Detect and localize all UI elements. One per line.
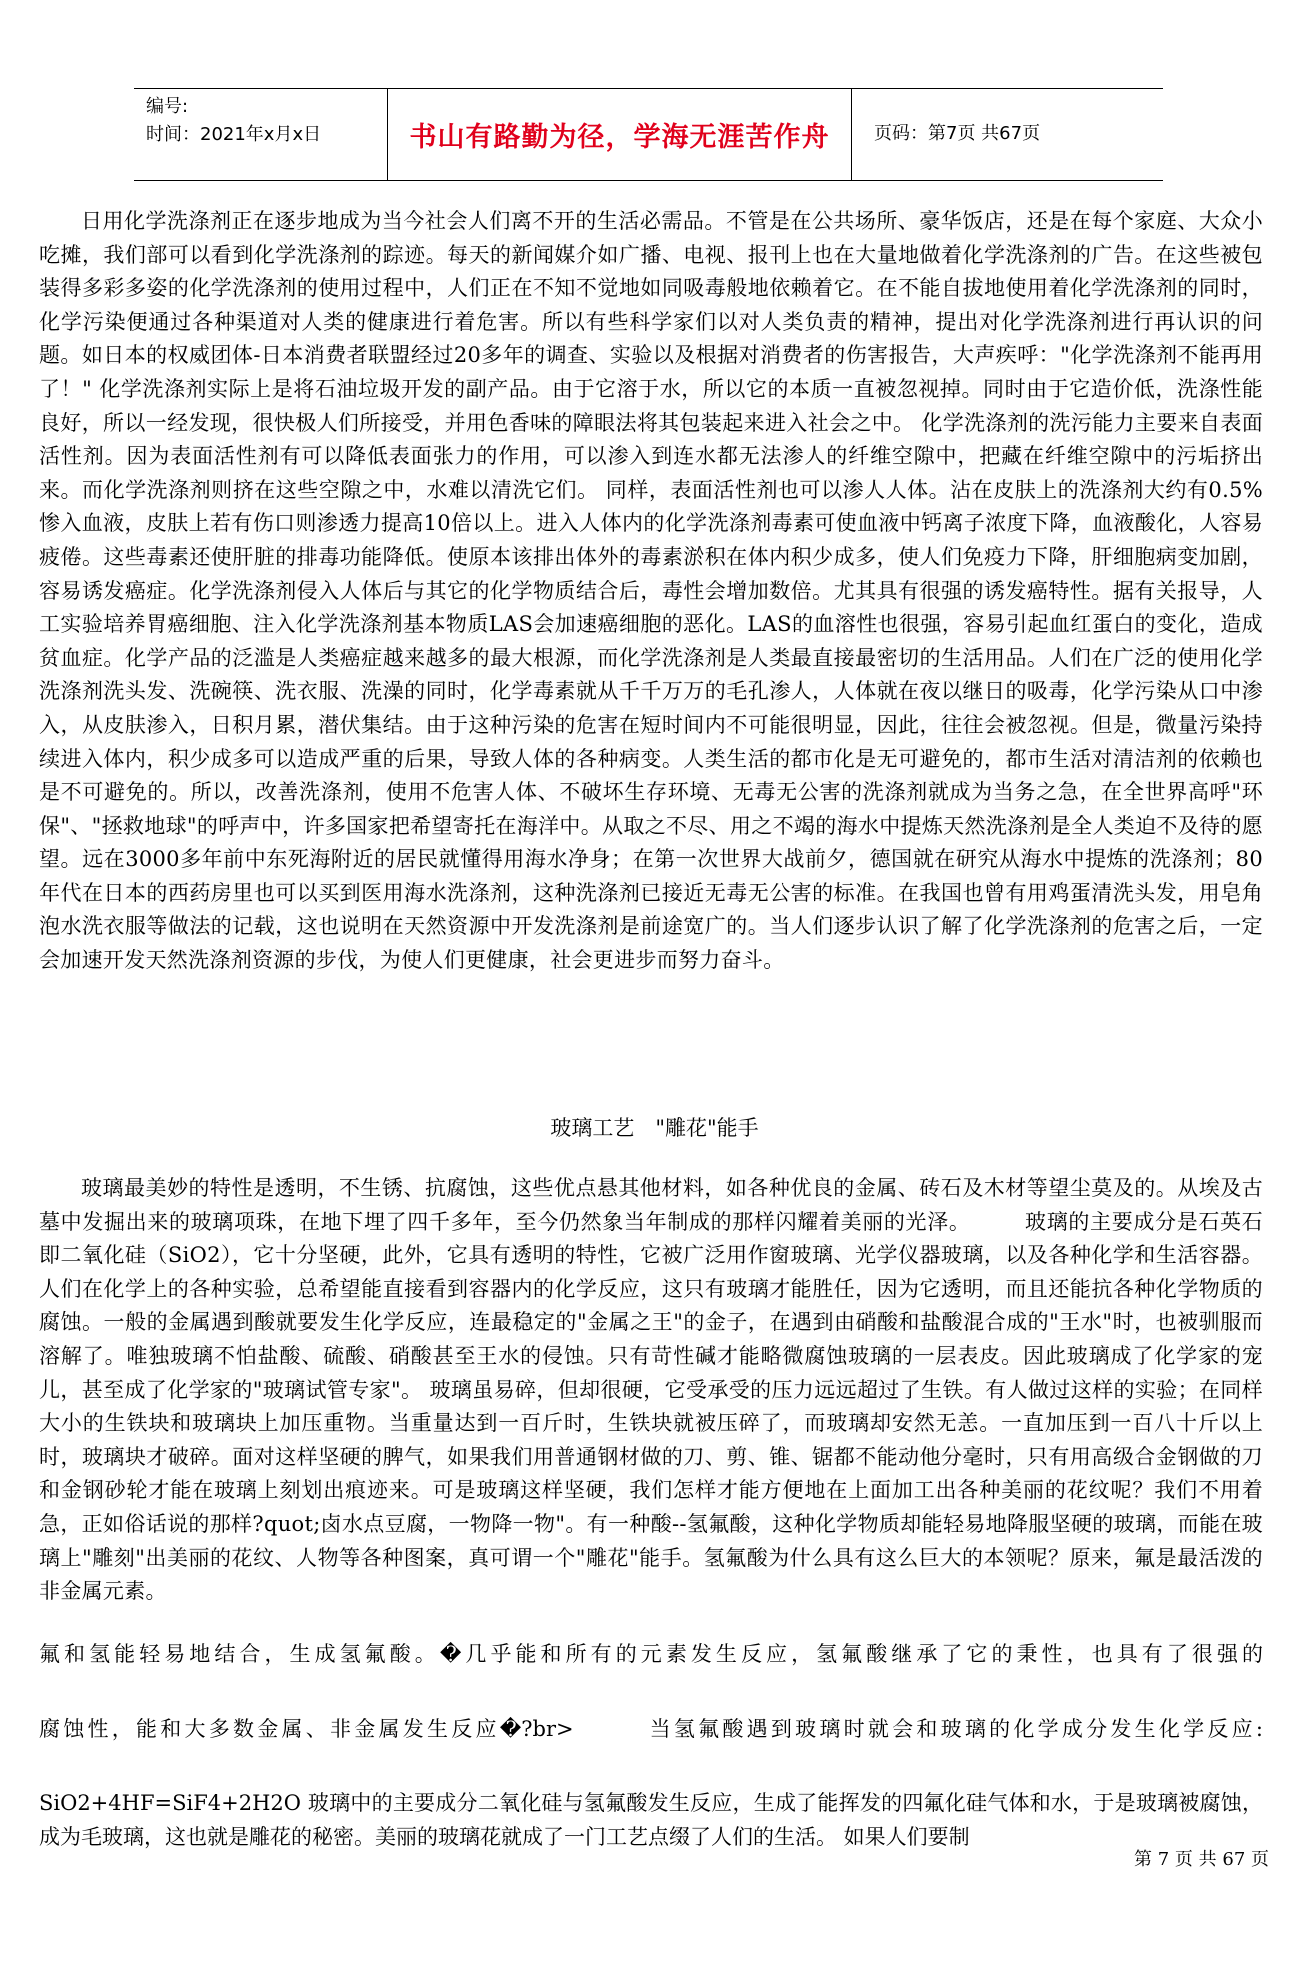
header-page-label: 页码：第7页 共67页 bbox=[874, 123, 1041, 144]
article-glass-title: 玻璃工艺 "雕花"能手 bbox=[550, 1116, 759, 1140]
article-detergent-body: 日用化学洗涤剂正在逐步地成为当今社会人们离不开的生活必需品。不管是在公共场所、豪华饭店，还是在每个家庭、大众小吃摊，我们部可以看到化学洗涤剂的踪迹。每天的新闻媒介如广播、电视、报刊上也在大量地做着化学洗涤剂的广告。在这些被包装得多彩多姿的化学洗涤剂的使用过程中，人们正在不知不觉地如同吸毒般地依赖着它。在不能自拔地使用着化学洗涤剂的同时，化学污染便通过各种渠道对人类的健康进行着危害。所以有些科学家们以对人类负责的精神，提出对化学洗涤剂进行再认识的问题。如日本的权威团体-日本消费者联盟经过20多年的调查、实验以及根据对消费者的伤害报告，大声疾呼："化学洗涤剂不能再用了！" 化学洗涤剂实际上是将石油垃圾开发的副产品。由于它溶于水，所以它的本质一直被忽视掉。同时由于它造价低，洗涤性能良好，所以一经发现，很快极人们所接受，并用色香味的障眼法将其包装起来进入社会之中。 化学洗涤剂的洗污能力主要来自表面活性剂。因为表面活性剂有可以降低表面张力的作用，可以渗入到连水都无法渗人的纤维空隙中，把藏在纤维空隙中的污垢挤出来。而化学洗涤剂则挤在这些空隙之中，水难以清洗它们。 同样，表面活性剂也可以渗人人体。沾在皮肤上的洗涤剂大约有0.5%惨入血液，皮肤上若有伤口则渗透力提高10倍以上。进入人体内的化学洗涤剂毒素可使血液中钙离子浓度下降，血液酸化，人容易疲倦。这些毒素还使肝脏的排毒功能降低。使原本该排出体外的毒素淤积在体内积少成多，使人们免疫力下降，肝细胞病变加剧，容易诱发癌症。化学洗涤剂侵入人体后与其它的化学物质结合后，毒性会增加数倍。尤其具有很强的诱发癌特性。据有关报导，人工实验培养胃癌细胞、注入化学洗涤剂基本物质LAS会加速癌细胞的恶化。LAS的血溶性也很强，容易引起血红蛋白的变化，造成贫血症。化学产品的泛滥是人类癌症越来越多的最大根源，而化学洗涤剂是人类最直接最密切的生活用品。人们在广泛的使用化学洗涤剂洗头发、洗碗筷、洗衣服、洗澡的同时，化学毒素就从千千万万的毛孔渗人，人体就在夜以继日的吸毒，化学污染从口中渗入，从皮肤渗入，日积月累，潜伏集结。由于这种污染的危害在短时间内不可能很明显，因此，往往会被忽视。但是，微量污染持续进入体内，积少成多可以造成严重的后果，导致人体的各种病变。人类生活的都市化是无可避免的，都市生活对清洁剂的依赖也是不可避免的。所以，改善洗涤剂，使用不危害人体、不破坏生存环境、无毒无公害的洗涤剂就成为当务之急，在全世界高呼"环保"、"拯救地球"的呼声中，许多国家把希望寄托在海洋中。从取之不尽、用之不竭的海水中提炼天然洗涤剂是全人类迫不及待的愿望。远在3000多年前中东死海附近的居民就懂得用海水净身；在第一次世界大战前夕，德国就在研究从海水中提炼的洗涤剂；80年代在日本的西药房里也可以买到医用海水洗涤剂，这种洗涤剂已接近无毒无公害的标准。在我国也曾有用鸡蛋清洗头发，用皂角泡水洗衣服等做法的记载，这也说明在天然资源中开发洗涤剂是前途宽广的。当人们逐步认识了解了化学洗涤剂的危害之后，一定会加速开发天然洗涤剂资源的步伐，为使人们更健康，社会更进步而努力奋斗。 bbox=[39, 209, 1263, 973]
article-glass-line-3: SiO2+4HF=SiF4+2H2O 玻璃中的主要成分二氧化硅与氢氟酸发生反应，生成了能挥发的四氟化硅气体和水，于是玻璃被腐蚀，成为毛玻璃，这也就是雕花的秘密。美丽的玻璃花就成了一门工艺点缀了人们的生活。 如果人们要制 bbox=[39, 1791, 1263, 1849]
article-glass-line-1: 氟和氢能轻易地结合，生成氢氟酸。�几乎能和所有的元素发生反应，氢氟酸继承了它的秉性，也具有了很强的 bbox=[39, 1642, 1263, 1666]
header-meta bbox=[146, 93, 321, 149]
document-time-label: 时间：2021年x月x日 bbox=[146, 124, 322, 145]
page-footer: 第 7 页 共 67 页 bbox=[1134, 1849, 1269, 1870]
article-detergent bbox=[39, 205, 1263, 978]
article-glass bbox=[39, 1172, 1263, 1609]
header-motto: 书山有路勤为径，学海无涯苦作舟 bbox=[387, 89, 852, 180]
article-glass-body: 玻璃最美妙的特性是透明，不生锈、抗腐蚀，这些优点悬其他材料，如各种优良的金属、砖石及木材等望尘莫及的。从埃及古墓中发掘出来的玻璃项珠，在地下埋了四千多年，至今仍然象当年制成的那样闪耀着美丽的光泽。 玻璃的主要成分是石英石即二氧化硅（SiO2），它十分坚硬，此外，它具有透明的特性，它被广泛用作窗玻璃、光学仪器玻璃，以及各种化学和生活容器。人们在化学上的各种实验，总希望能直接看到容器内的化学反应，这只有玻璃才能胜任，因为它透明，而且还能抗各种化学物质的腐蚀。一般的金属遇到酸就要发生化学反应，连最稳定的"金属之王"的金子，在遇到由硝酸和盐酸混合成的"王水"时，也被驯服而溶解了。唯独玻璃不怕盐酸、硫酸、硝酸甚至王水的侵蚀。只有苛性碱才能略微腐蚀玻璃的一层表皮。因此玻璃成了化学家的宠儿，甚至成了化学家的"玻璃试管专家"。 玻璃虽易碎，但却很硬，它受承受的压力远远超过了生铁。有人做过这样的实验；在同样大小的生铁块和玻璃块上加压重物。当重量达到一百斤时，生铁块就被压碎了，而玻璃却安然无恙。一直加压到一百八十斤以上时，玻璃块才破碎。面对这样坚硬的脾气，如果我们用普通钢材做的刀、剪、锥、锯都不能动他分毫时，只有用高级合金钢做的刀和金钢砂轮才能在玻璃上刻划出痕迹来。可是玻璃这样坚硬，我们怎样才能方便地在上面加工出各种美丽的花纹呢？我们不用着急，正如俗话说的那样?quot;卤水点豆腐，一物降一物"。有一种酸--氢氟酸，这种化学物质却能轻易地降服坚硬的玻璃，而能在玻璃上"雕刻"出美丽的花纹、人物等各种图案，真可谓一个"雕花"能手。氢氟酸为什么具有这么巨大的本领呢？原来，氟是最活泼的非金属元素。 bbox=[39, 1176, 1263, 1604]
page-header bbox=[134, 88, 1163, 181]
article-glass-line-2: 腐蚀性，能和大多数金属、非金属发生反应�?br> 当氢氟酸遇到玻璃时就会和玻璃的化学成分发生化学反应: bbox=[39, 1717, 1263, 1741]
document-number-label: 编号: bbox=[146, 96, 189, 117]
